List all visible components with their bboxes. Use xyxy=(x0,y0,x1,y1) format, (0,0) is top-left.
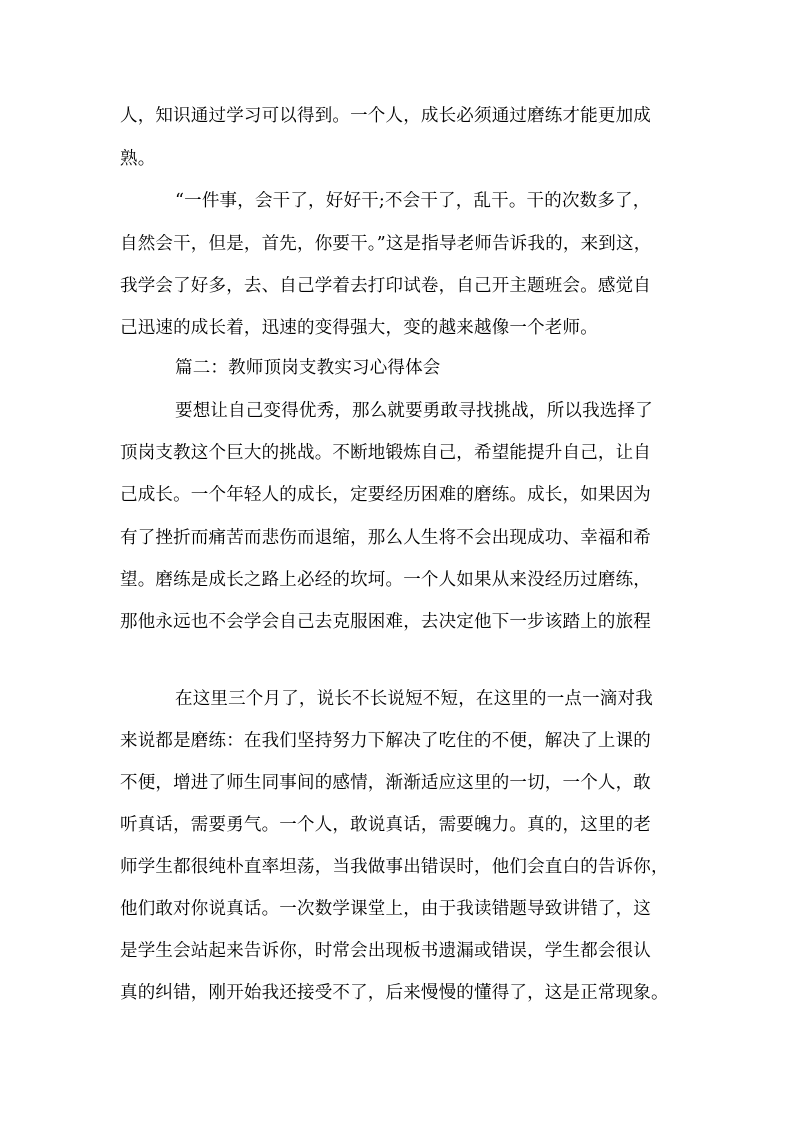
p1-line-1: 人，知识通过学习可以得到。一个人，成长必须通过磨练才能更加成 xyxy=(120,106,651,126)
p3-line-6: 那他永远也不会学会自己去克服困难，去决定他下一步该踏上的旅程 xyxy=(120,612,651,632)
p2-line-2: 自然会干，但是，首先，你要干。”这是指导老师告诉我的，来到这， xyxy=(120,234,652,254)
p2-line-3: 我学会了好多，去、自己学着去打印试卷，自己开主题班会。感觉自 xyxy=(120,276,651,296)
p4-line-6: 他们敢对你说真话。一次数学课堂上，由于我读错题导致讲错了，这 xyxy=(120,899,651,919)
p4-line-2: 来说都是磨练：在我们坚持努力下解决了吃住的不便，解决了上课的 xyxy=(120,731,651,751)
p4-line-8: 真的纠错，刚开始我还接受不了，后来慢慢的懂得了，这是正常现象。 xyxy=(120,983,669,1003)
p2-line-1: “一件事，会干了，好好干;不会干了，乱干。干的次数多了， xyxy=(175,191,651,211)
p2-line-4: 己迅速的成长着，迅速的变得强大，变的越来越像一个老师。 xyxy=(120,318,598,338)
p3-line-4: 有了挫折而痛苦而悲伤而退缩，那么人生将不会出现成功、幸福和希 xyxy=(120,528,651,548)
p3-line-3: 己成长。一个年轻人的成长，定要经历困难的磨练。成长，如果因为 xyxy=(120,485,651,505)
p3-line-2: 顶岗支教这个巨大的挑战。不断地锻炼自己，希望能提升自己，让自 xyxy=(120,443,651,463)
p4-line-3: 不便，增进了师生同事间的感情，渐渐适应这里的一切，一个人，敢 xyxy=(120,773,651,793)
section-heading: 篇二：教师顶岗支教实习心得体会 xyxy=(175,358,441,378)
p4-line-1: 在这里三个月了，说长不长说短不短，在这里的一点一滴对我 xyxy=(175,689,653,709)
p3-line-5: 望。磨练是成长之路上必经的坎坷。一个人如果从来没经历过磨练， xyxy=(120,570,651,590)
p4-line-7: 是学生会站起来告诉你，时常会出现板书遗漏或错误，学生都会很认 xyxy=(120,941,651,961)
p1-line-2: 熟。 xyxy=(120,149,156,169)
p4-line-5: 师学生都很纯朴直率坦荡，当我做事出错误时，他们会直白的告诉你， xyxy=(120,857,669,877)
p4-line-4: 听真话，需要勇气。一个人，敢说真话，需要魄力。真的，这里的老 xyxy=(120,815,651,835)
p3-line-1: 要想让自己变得优秀，那么就要勇敢寻找挑战，所以我选择了 xyxy=(175,401,653,421)
